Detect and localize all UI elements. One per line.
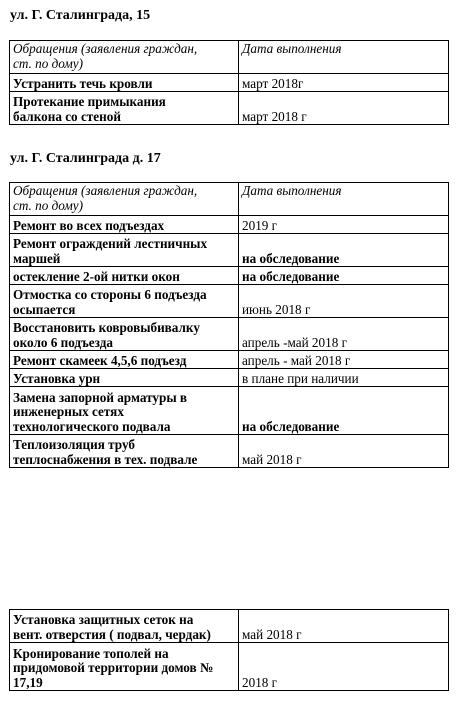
- task-cell: [10, 643, 239, 691]
- table-header-row: [10, 183, 449, 216]
- table-header-row: [10, 41, 449, 74]
- table-row: [10, 351, 449, 369]
- header-requests: [10, 41, 239, 74]
- task-cell: [10, 234, 239, 267]
- task-cell: [10, 387, 239, 435]
- cell-line: Устранить течь кровли: [13, 75, 153, 91]
- date-cell: 2019 г: [239, 216, 449, 234]
- cell-line: ст. по дому): [13, 197, 84, 213]
- table-row: [10, 285, 449, 318]
- cell-line: Установка защитных сеток на: [13, 612, 194, 627]
- task-cell: [10, 267, 239, 285]
- table-row: [10, 318, 449, 351]
- table-row: [10, 435, 449, 468]
- date-cell: апрель - май 2018 г: [239, 351, 449, 369]
- cell-line: балкона со стеной: [13, 108, 121, 124]
- cell-line: Ремонт во всех подъездах: [13, 217, 165, 233]
- task-cell: [10, 369, 239, 387]
- task-cell: [10, 351, 239, 369]
- task-cell: [10, 610, 239, 643]
- task-cell: [10, 435, 239, 468]
- section1-heading: ул. Г. Сталинграда, 15: [10, 8, 151, 23]
- date-cell: май 2018 г: [239, 435, 449, 468]
- cell-line: Протекание примыкания: [13, 94, 166, 109]
- date-cell: июнь 2018 г: [239, 285, 449, 318]
- date-cell: на обследование: [239, 234, 449, 267]
- date-cell: март 2018г: [239, 74, 449, 92]
- cell-line: Установка урн: [13, 370, 101, 386]
- table-row: [10, 387, 449, 435]
- section1-table: [9, 40, 449, 125]
- table-row: [10, 267, 449, 285]
- section2-table: [9, 182, 449, 468]
- cell-line: инженерных сетях: [13, 404, 124, 419]
- task-cell: [10, 92, 239, 125]
- date-cell: апрель -май 2018 г: [239, 318, 449, 351]
- table-row: [10, 643, 449, 691]
- table-row: [10, 234, 449, 267]
- task-cell: [10, 74, 239, 92]
- cell-line: остекление 2-ой нитки окон: [13, 268, 180, 284]
- cell-line: около 6 подъезда: [13, 334, 113, 350]
- table-row: [10, 74, 449, 92]
- section2-heading: ул. Г. Сталинграда д. 17: [10, 151, 161, 166]
- header-completion-date: Дата выполнения: [239, 183, 449, 216]
- cell-line: Ремонт скамеек 4,5,6 подъезд: [13, 352, 187, 368]
- cell-line: 17,19: [13, 674, 43, 690]
- cell-line: Восстановить ковровыбивалку: [13, 320, 200, 335]
- cell-line: Кронирование тополей на: [13, 645, 169, 661]
- date-cell: 2018 г: [239, 643, 449, 691]
- section3-table: [9, 609, 449, 691]
- cell-line: ст. по дому): [13, 55, 84, 71]
- task-cell: [10, 216, 239, 234]
- date-cell: в плане при наличии: [239, 369, 449, 387]
- cell-line: Обращения (заявления граждан,: [13, 183, 198, 198]
- task-cell: [10, 318, 239, 351]
- cell-line: придомовой территории домов №: [13, 660, 214, 675]
- task-cell: [10, 285, 239, 318]
- table-row: [10, 92, 449, 125]
- cell-line: Замена запорной арматуры в: [13, 389, 188, 405]
- cell-line: теплоснабжения в тех. подвале: [13, 451, 198, 467]
- cell-line: Отмостка со стороны 6 подъезда: [13, 287, 207, 302]
- date-cell: на обследование: [239, 387, 449, 435]
- cell-line: Теплоизоляция труб: [13, 437, 135, 452]
- cell-line: технологического подвала: [13, 418, 171, 434]
- cell-line: Ремонт ограждений лестничных: [13, 236, 208, 251]
- cell-line: маршей: [13, 250, 61, 266]
- table-row: [10, 369, 449, 387]
- header-completion-date: Дата выполнения: [239, 41, 449, 74]
- cell-line: вент. отверстия ( подвал, чердак): [13, 626, 211, 642]
- date-cell: на обследование: [239, 267, 449, 285]
- cell-line: Обращения (заявления граждан,: [13, 41, 198, 56]
- date-cell: май 2018 г: [239, 610, 449, 643]
- table-row: [10, 216, 449, 234]
- table-row: [10, 610, 449, 643]
- cell-line: осыпается: [13, 301, 76, 317]
- date-cell: март 2018 г: [239, 92, 449, 125]
- header-requests: [10, 183, 239, 216]
